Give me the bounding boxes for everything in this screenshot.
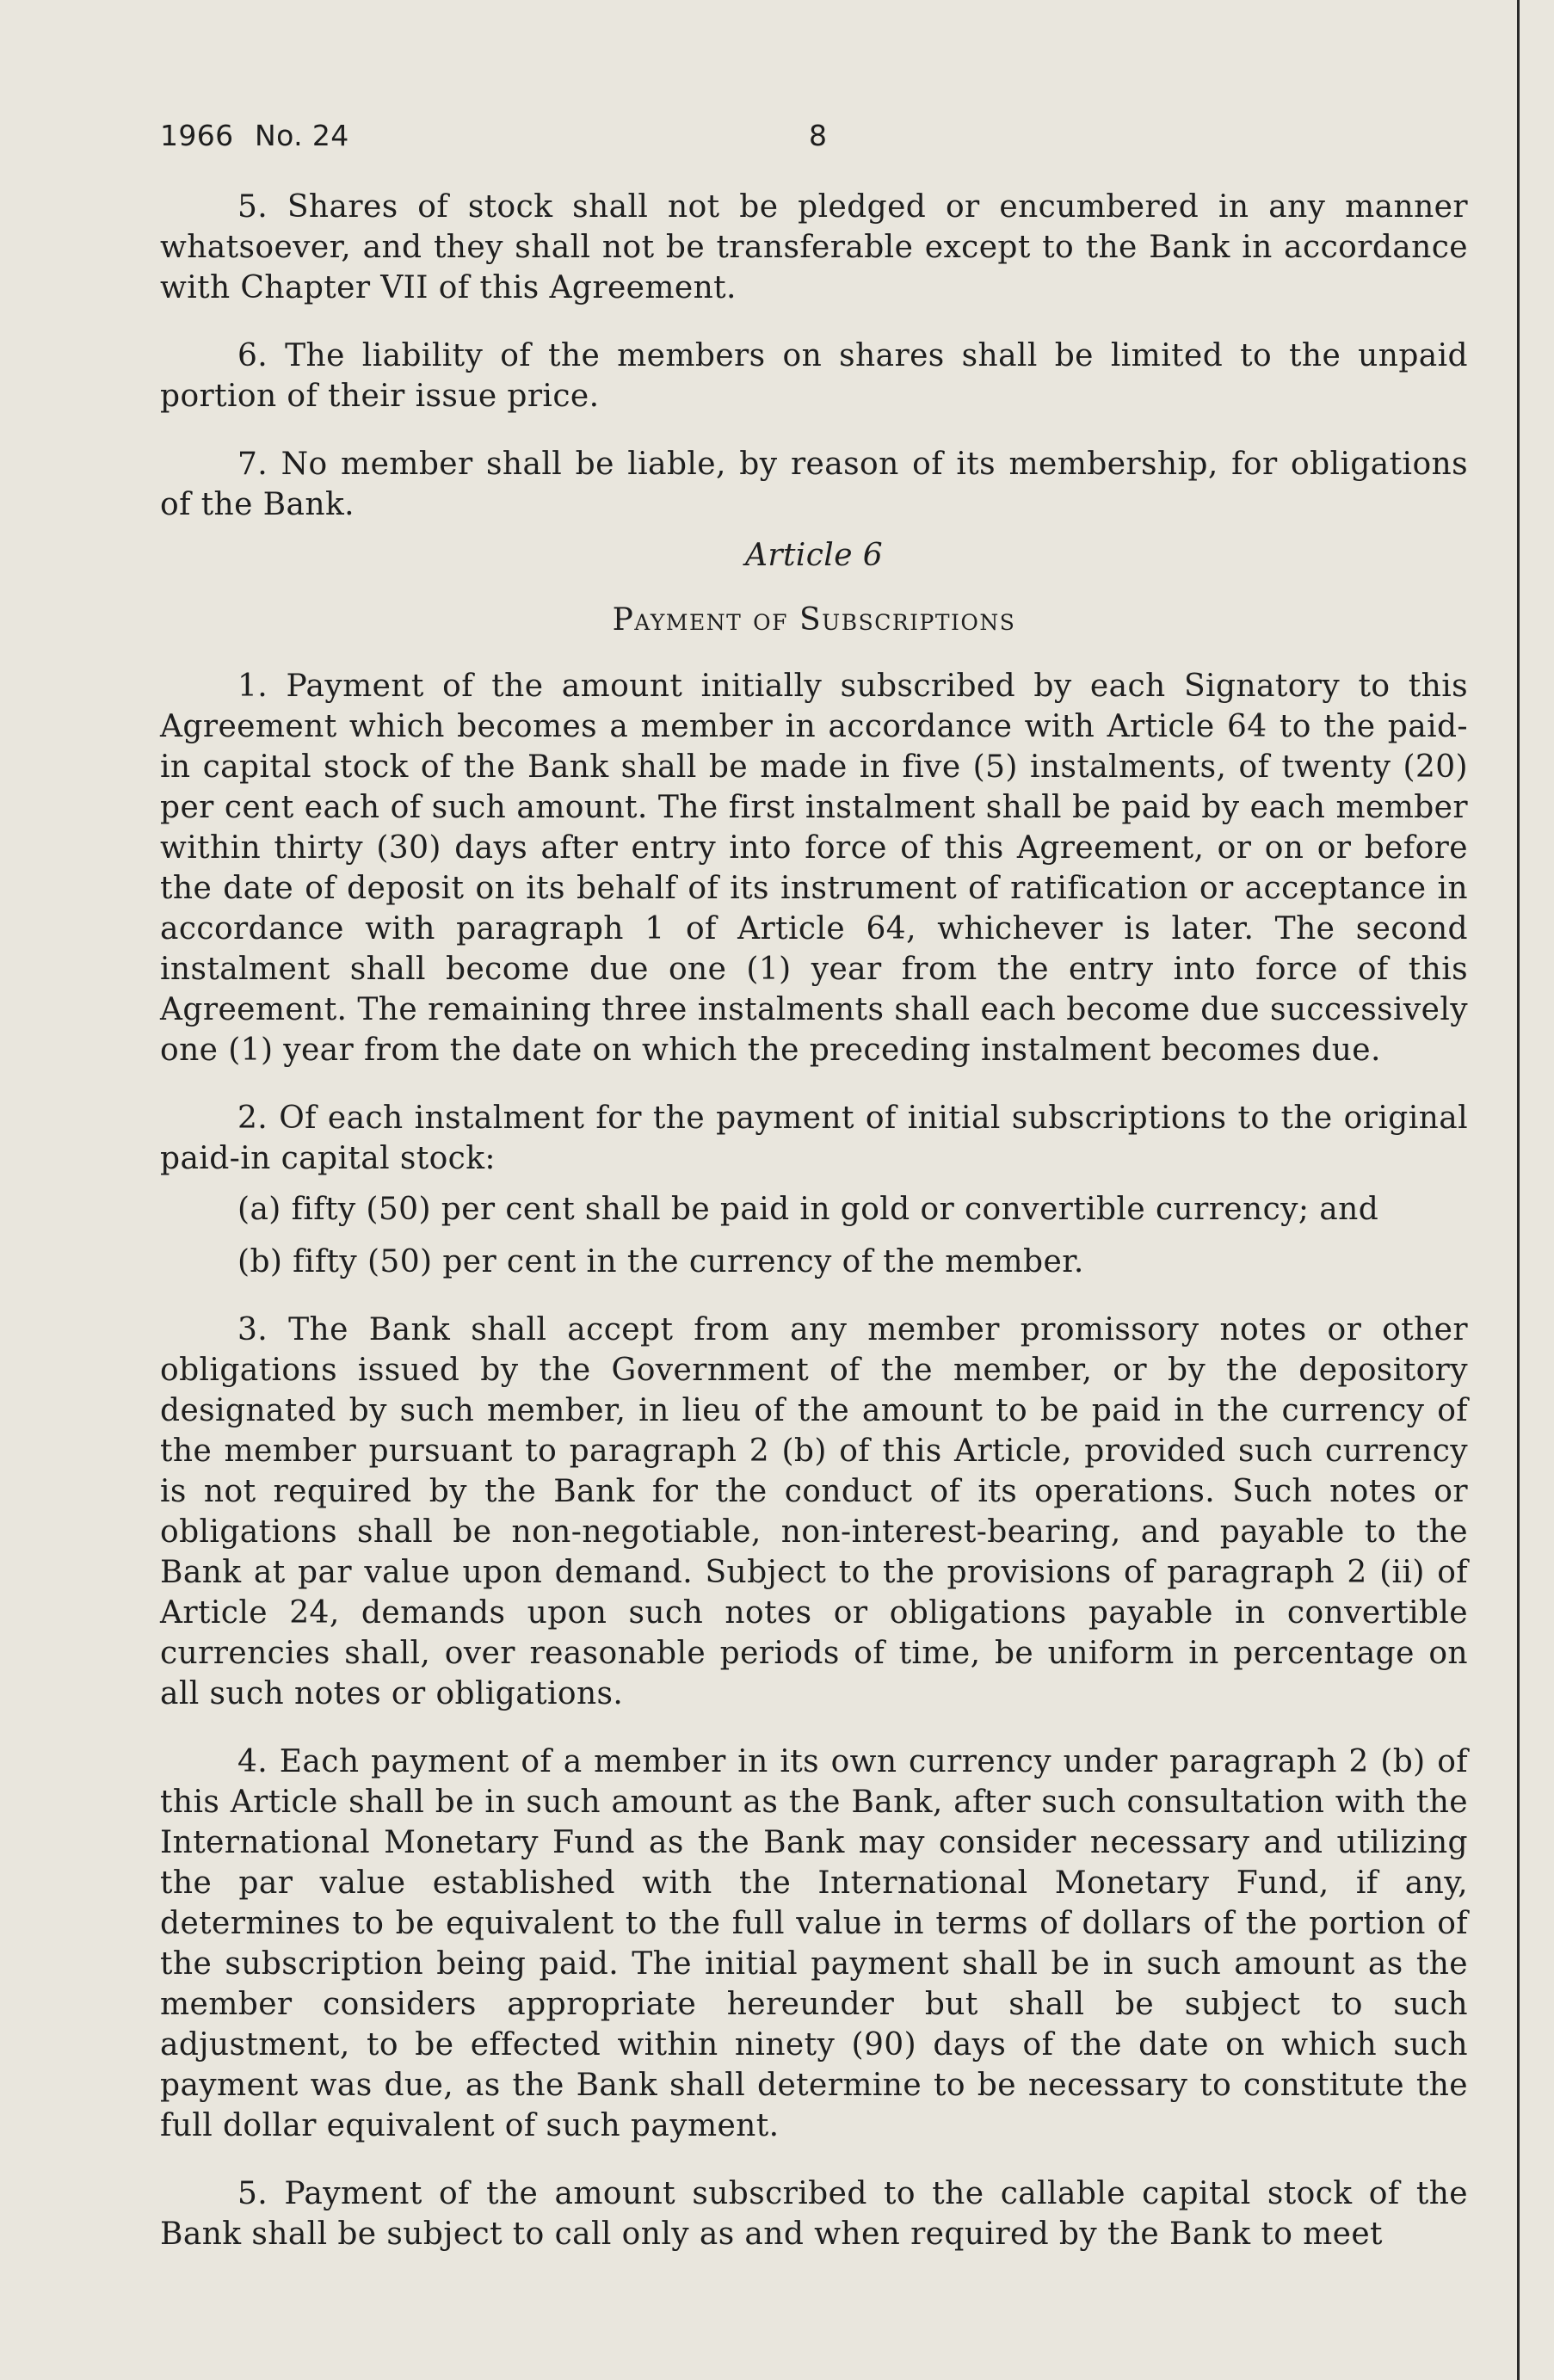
header-year: 1966 xyxy=(160,119,234,152)
article-paragraph-2b: (b) fifty (50) per cent in the currency of the member. xyxy=(237,1244,1084,1279)
paragraph-6-liability: 6. The liability of the members on shares shall be limited to the unpaid portion of their issue price. xyxy=(160,338,1468,414)
document-page xyxy=(160,115,1468,2282)
header-number: No. 24 xyxy=(255,119,349,152)
article-paragraph-2a: (a) fifty (50) per cent shall be paid in gold or convertible currency; and xyxy=(237,1192,1379,1227)
page-number: 8 xyxy=(809,119,828,152)
paragraph-7-obligations: 7. No member shall be liable, by reason of its membership, for obligations of the Bank. xyxy=(160,447,1468,522)
paragraph-5-shares: 5. Shares of stock shall not be pledged or encumbered in any manner whatsoever, and they shall not be transferable except to the Bank in accordance with Chapter VII of this Agreement. xyxy=(160,189,1468,305)
article-heading: Payment of Subscriptions xyxy=(612,602,1016,638)
article-paragraph-3: 3. The Bank shall accept from any member promissory notes or other obligations issued by the Government of the member, or by the depository designated by such member, in lieu of the amount to be paid in the currency of the member pursuant to paragraph 2 (b) of this Article, provided such currency is not required by the Bank for the conduct of its operations. Such notes or obligations shall be non-negotiable, non-interest-bearing, and payable to the Bank at par value upon demand. Subject to the provisions of paragraph 2 (ii) of Article 24, demands upon such notes or obligations payable in convertible currencies shall, over reasonable periods of time, be uniform in percentage on all such notes or obligations. xyxy=(160,1312,1468,1711)
article-paragraph-5: 5. Payment of the amount subscribed to the callable capital stock of the Bank shall be subject to call only as and when required by the Bank to meet xyxy=(160,2176,1468,2252)
article-title: Article 6 xyxy=(744,538,884,573)
article-paragraph-2: 2. Of each instalment for the payment of initial subscriptions to the original paid-in capital stock: xyxy=(160,1101,1468,1176)
page-header xyxy=(160,115,1468,156)
page-edge-line xyxy=(1517,0,1520,2380)
article-paragraph-1: 1. Payment of the amount initially subscribed by each Signatory to this Agreement which becomes a member in accordance with Article 64 to the paid-in capital stock of the Bank shall be made in five (5) instalments, of twenty (20) per cent each of such amount. The first instalment shall be paid by each member within thirty (30) days after entry into force of this Agreement, or on or before the date of deposit on its behalf of its instrument of ratification or acceptance in accordance with paragraph 1 of Article 64, whichever is later. The second instalment shall become due one (1) year from the entry into force of this Agreement. The remaining three instalments shall each become due successively one (1) year from the date on which the preceding instalment becomes due. xyxy=(160,669,1468,1068)
article-paragraph-4: 4. Each payment of a member in its own currency under paragraph 2 (b) of this Article shall be in such amount as the Bank, after such consultation with the International Monetary Fund as the Bank may consider necessary and utilizing the par value established with the International Monetary Fund, if any, determines to be equivalent to the full value in terms of dollars of the portion of the subscription being paid. The initial payment shall be in such amount as the member considers appropriate hereunder but shall be subject to such adjustment, to be effected within ninety (90) days of the date on which such payment was due, as the Bank shall determine to be necessary to constitute the full dollar equivalent of such payment. xyxy=(160,1744,1468,2143)
